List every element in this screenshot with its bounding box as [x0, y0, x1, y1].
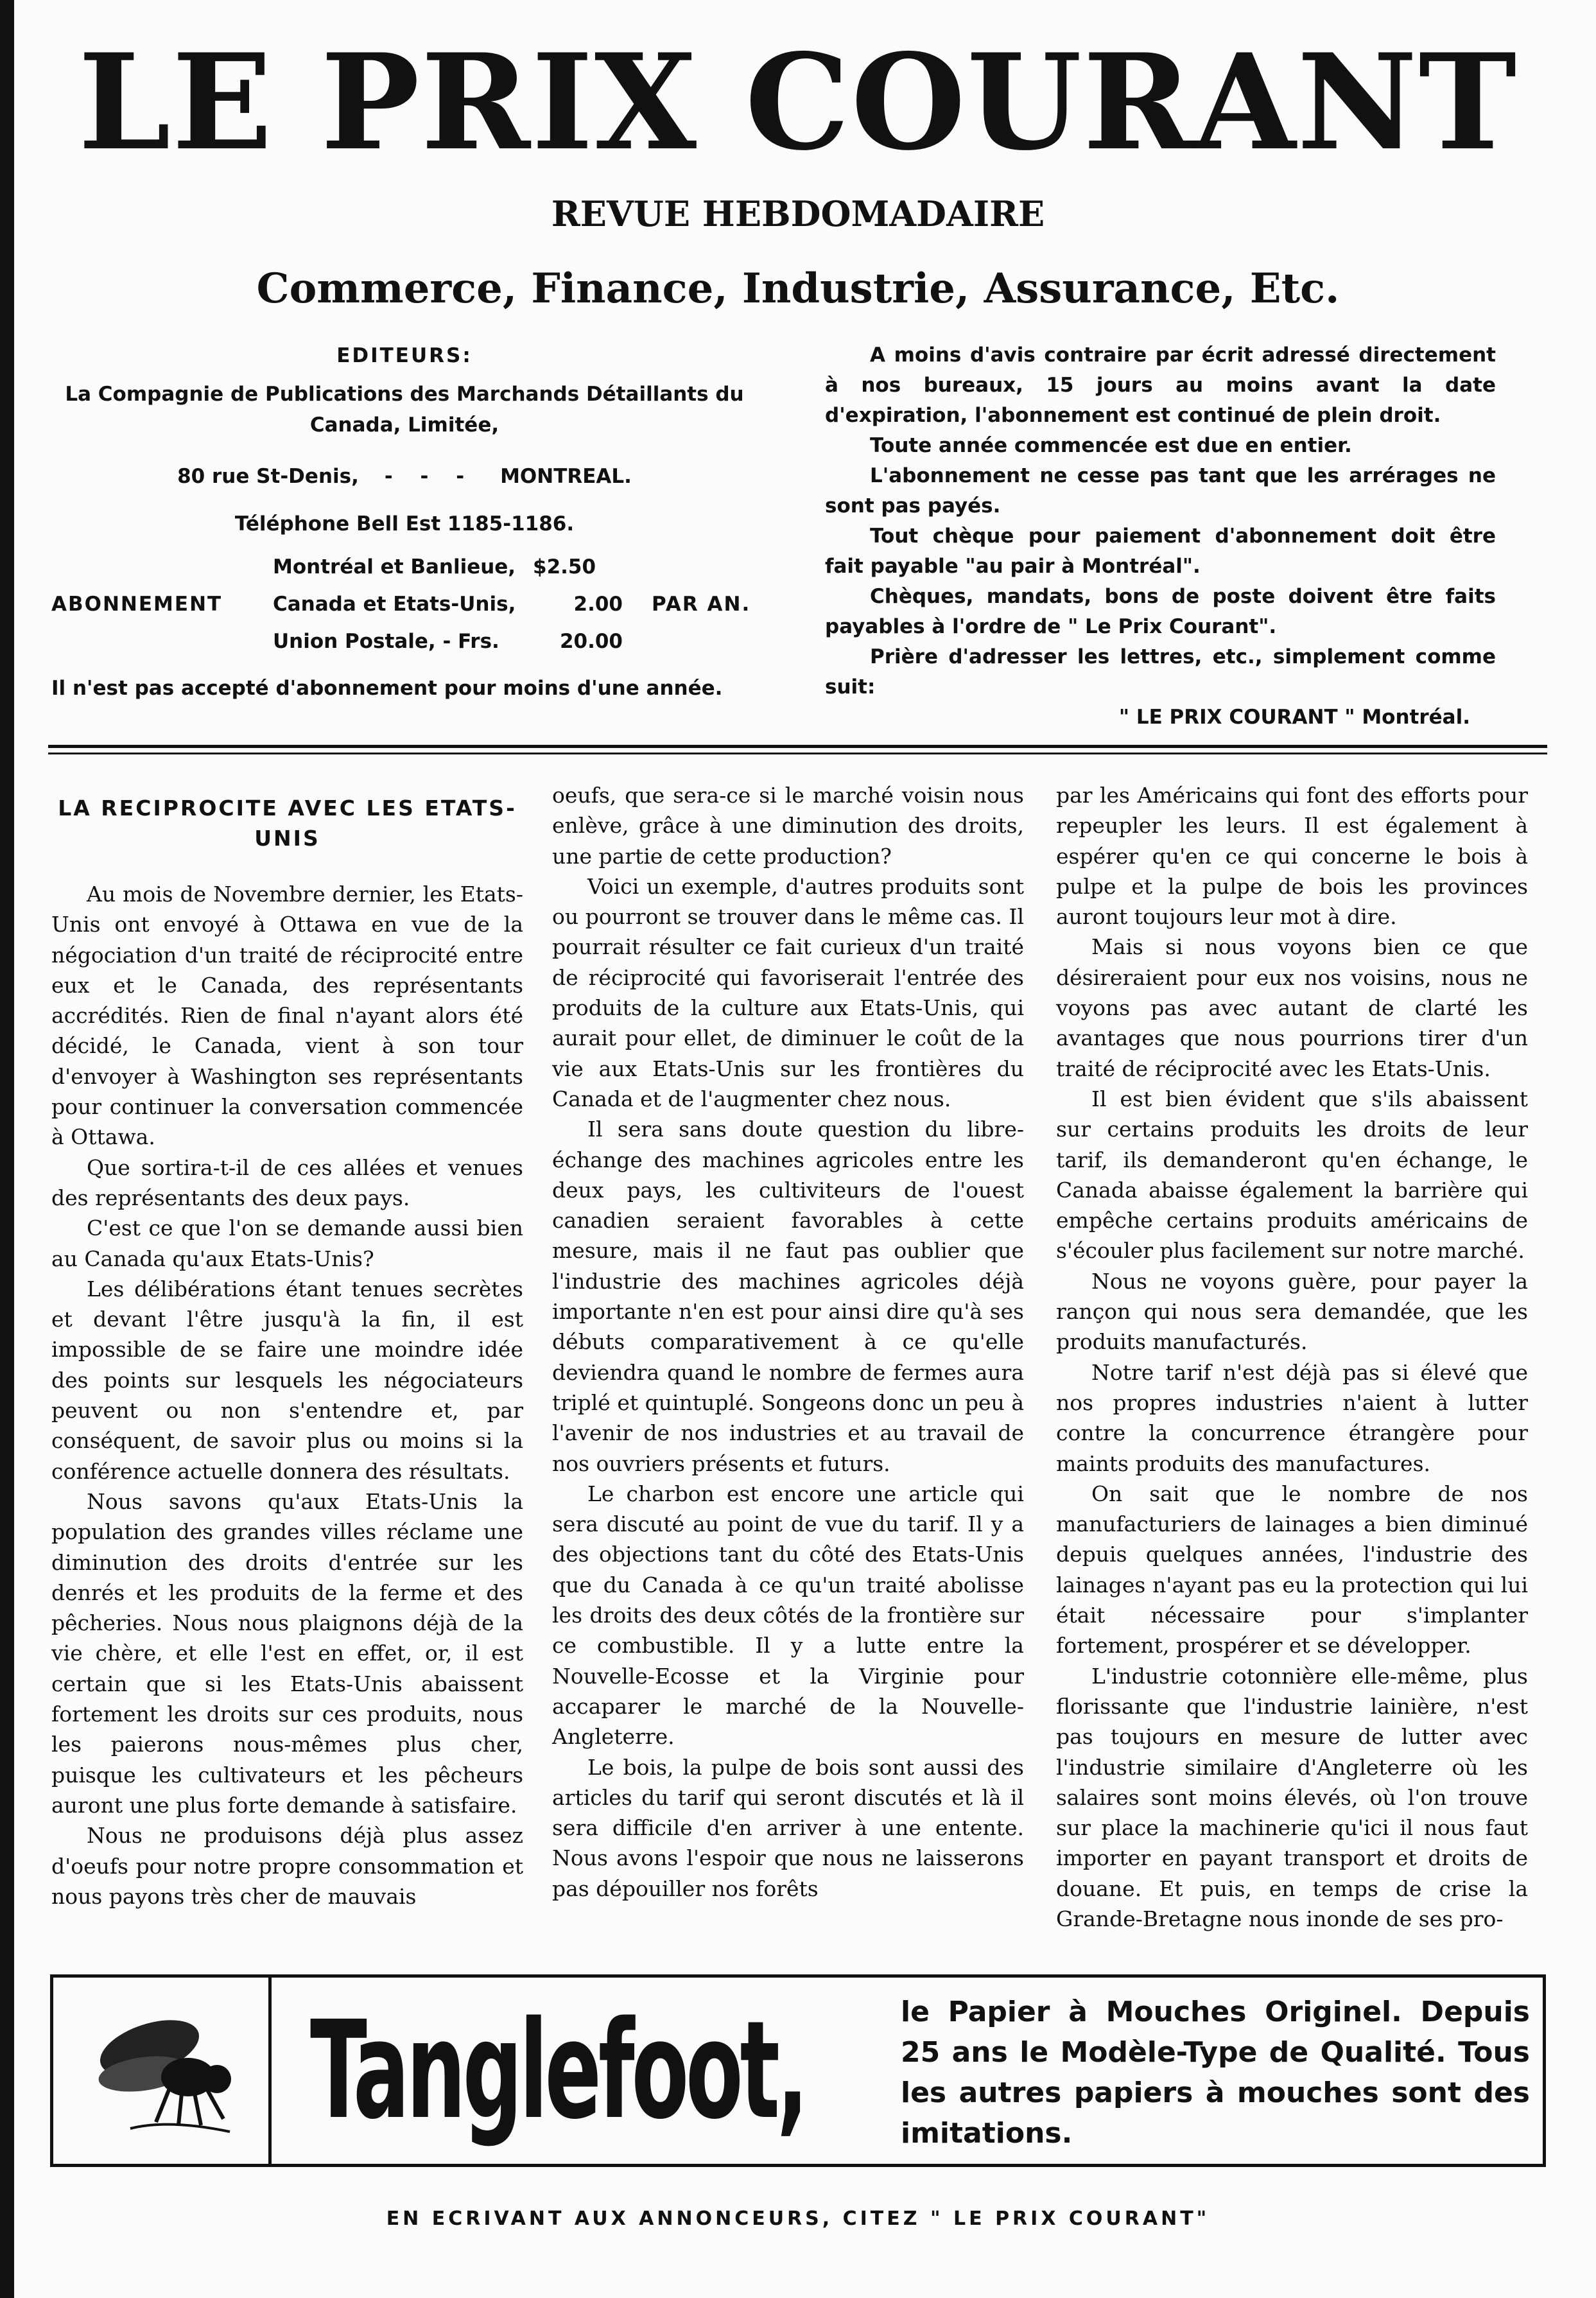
- article-paragraph: L'industrie cotonnière elle-même, plus florissante que l'industrie lainière, n'est pas toujours en mesure de lutter avec l'industrie similaire d'Angleterre où les salaires sont moins élevés, où l'on trouve sur place la machinerie qu'ici il nous faut importer en payant transport et droits de douane. Et puis, en temps de crise la Grande-Bretagne nous inonde de ses pro-: [1056, 1663, 1528, 1931]
- article-columns: [51, 780, 1547, 1955]
- subscription-label: ABONNEMENT: [51, 593, 223, 616]
- divider-rule: [48, 745, 1547, 748]
- address-street: 80 rue St-Denis,: [177, 465, 359, 488]
- subscription-block: [51, 548, 758, 660]
- notice-paragraph: Prière d'adresser les lettres, etc., simplement comme suit:: [825, 645, 1496, 699]
- page-tagline: Commerce, Finance, Industrie, Assurance, Etc.: [256, 265, 1340, 313]
- article-column-2: [552, 780, 1024, 1904]
- address-dashes: - - -: [384, 465, 475, 488]
- article-paragraph: par les Américains qui font des efforts pour repeupler les leurs. Il est également à espérer qu'en ce qui concerne le bois à pulpe et la pulpe de bois les provinces auront toujours leur mot à dire.: [1056, 783, 1528, 930]
- notice-paragraph: L'abonnement ne cesse pas tant que les arrérages ne sont pas payés.: [825, 464, 1496, 518]
- article-paragraph: Mais si nous voyons bien ce que désireraient pour eux nos voisins, nous ne voyons pas avec autant de clarté les avantages que nous pourrions tirer d'un traité de réciprocité avec les Etats-Unis.: [1056, 934, 1528, 1081]
- notice-paragraph: A moins d'avis contraire par écrit adressé directement à nos bureaux, 15 jours au moins avant la date d'expiration, l'abonnement est continué de plein droit.: [825, 344, 1496, 427]
- fly-icon: [92, 2003, 239, 2138]
- page-subtitle: REVUE HEBDOMADAIRE: [551, 193, 1045, 234]
- article-paragraph: Nous savons qu'aux Etats-Unis la population des grandes villes réclame une diminution des droits d'entrée sur les denrés et les produits de la ferme et des pêcheries. Nous nous plaignons déjà de la vie chère, et elle l'est en effet, or, il est certain que si les Etats-Unis abaissent fortement les droits sur ces produits, nous les paierons nous-mêmes plus cher, puisque les cultivateurs et les pêcheurs auront une plus forte demande à satisfaire.: [51, 1488, 523, 1818]
- ad-description: le Papier à Mouches Originel. Depuis 25 ans le Modèle-Type de Qualité. Tous les autres papiers à mouches sont des imitations.: [901, 1996, 1530, 2150]
- publisher-phone: Téléphone Bell Est 1185-1186.: [234, 512, 575, 535]
- article-paragraph: Que sortira-t-il de ces allées et venues des représentants des deux pays.: [51, 1154, 523, 1210]
- rate-price: $2.50: [533, 555, 596, 579]
- article-paragraph: On sait que le nombre de nos manufacturiers de lainages a bien diminué depuis quelques années, l'industrie des lainages n'ayant pas eu la protection qui lui était nécessaire pour s'implanter fortement, prospérer et se développer.: [1056, 1481, 1528, 1658]
- subscription-period: PAR AN.: [652, 593, 751, 616]
- page-title: LE PRIX COURANT: [78, 26, 1518, 180]
- article-paragraph: Nous ne voyons guère, pour payer la rançon qui nous sera demandée, que les produits manufacturés.: [1056, 1268, 1528, 1355]
- rate-name: Canada et Etats-Unis,: [273, 593, 516, 616]
- notice-paragraph: Tout chèque pour paiement d'abonnement doit être fait payable "au pair à Montréal".: [825, 525, 1496, 578]
- article-column-1: [51, 780, 523, 1911]
- article-paragraph: Le bois, la pulpe de bois sont aussi des articles du tarif qui seront discutés et là il sera difficile d'en arriver à une entente. Nous avons l'espoir que nous ne laisserons pas dépouiller nos forêts: [552, 1754, 1024, 1901]
- subscription-minimum-note: Il n'est pas accepté d'abonnement pour moins d'une année.: [51, 677, 723, 700]
- article-paragraph: Nous ne produisons déjà plus assez d'oeufs pour notre propre consommation et nous payons très cher de mauvais: [51, 1823, 523, 1909]
- article-paragraph: Le charbon est encore une article qui sera discuté au point de vue du tarif. Il y a des objections tant du côté des Etats-Unis que du Canada à ce qu'un traité abolisse les droits des deux côtés de la frontière sur ce combustible. Il y a lutte entre la Nouvelle-Ecosse et la Virginie pour accaparer le marché de la Nouvelle-Angleterre.: [552, 1481, 1024, 1750]
- rate-row: [273, 623, 623, 660]
- rate-name: Montréal et Banlieue,: [273, 555, 516, 579]
- ad-divider: [268, 1978, 272, 2164]
- rate-price: 2.00: [573, 593, 623, 616]
- article-paragraph: Au mois de Novembre dernier, les Etats-Unis ont envoyé à Ottawa en vue de la négociation d'un traité de réciprocité entre eux et le Canada, des représentants accrédités. Rien de final n'ayant alors été décidé, le Canada, vient à son tour d'envoyer à Washington ses représentants pour continuer la conversation commencée à Ottawa.: [51, 882, 523, 1150]
- rate-price: 20.00: [559, 630, 623, 653]
- notice-paragraph: Chèques, mandats, bons de poste doivent être faits payables à l'ordre de " Le Prix Courant".: [825, 585, 1496, 638]
- footer-note: EN ECRIVANT AUX ANNONCEURS, CITEZ " LE PRIX COURANT": [386, 2207, 1210, 2230]
- ad-brand-name: Tanglefoot,: [310, 1992, 806, 2149]
- notice-address: " LE PRIX COURANT " Montréal.: [1118, 706, 1470, 729]
- publisher-info: [51, 340, 758, 704]
- rate-row: [273, 586, 623, 623]
- publisher-company: La Compagnie de Publications des Marchands Détaillants du Canada, Limitée,: [65, 383, 744, 437]
- article-paragraph: Notre tarif n'est déjà pas si élevé que nos propres industries n'aient à lutter contre la concurrence étrangère pour maints produits des manufactures.: [1056, 1359, 1528, 1476]
- article-paragraph: Il est bien évident que s'ils abaissent sur certains produits les droits de leur tarif, ils demanderont qu'en échange, le Canada abaisse également la barrière qui empêche certains produits américains de s'écouler plus facilement sur notre marché.: [1056, 1086, 1528, 1264]
- divider-rule: [48, 753, 1547, 754]
- article-paragraph: oeufs, que sera-ce si le marché voisin nous enlève, grâce à une diminution des droits, une partie de cette production?: [552, 783, 1024, 869]
- publisher-heading: EDITEURS:: [336, 344, 473, 367]
- article-paragraph: Voici un exemple, d'autres produits sont ou pourront se trouver dans le même cas. Il pourrait résulter ce fait curieux d'un traité de réciprocité qui favoriserait l'entrée des produits de la culture aux Etats-Unis, qui aurait pour ellet, de diminuer le coût de la vie aux Etats-Unis sur les frontières du Canada et de l'augmenter chez nous.: [552, 873, 1024, 1111]
- publisher-address: [51, 461, 758, 492]
- notice-paragraph: Toute année commencée est due en entier.: [870, 434, 1352, 457]
- article-paragraph: C'est ce que l'on se demande aussi bien au Canada qu'aux Etats-Unis?: [51, 1215, 523, 1271]
- article-column-3: [1056, 780, 1528, 1934]
- article-paragraph: Les délibérations étant tenues secrètes et devant l'être jusqu'à la fin, il est impossible de se faire une moindre idée des points sur lesquels les négociateurs peuvent ou non s'entendre et, par conséquent, de savoir plus ou moins si la conférence actuelle donnera des résultats.: [51, 1276, 523, 1484]
- masthead: [0, 26, 1596, 316]
- rate-name: Union Postale, - Frs.: [273, 630, 499, 653]
- subscription-notice: [825, 340, 1496, 733]
- rate-row: [273, 548, 623, 586]
- binding-edge: [0, 0, 14, 2298]
- address-city: MONTREAL.: [500, 465, 632, 488]
- article-paragraph: Il sera sans doute question du libre-échange des machines agricoles entre les deux pays, les cultiviteurs de l'ouest canadien seraient favorables à cette mesure, mais il ne faut pas oublier que l'industrie des machines agricoles déjà importante n'en est pour ainsi dire qu'à ses débuts comparativement à ce qu'elle deviendra quand le nombre de fermes aura triplé et quintuplé. Songeons donc un peu à l'avenir de nos industries et au travail de nos ouvriers présents et futurs.: [552, 1117, 1024, 1476]
- subscription-rates: [273, 548, 623, 660]
- tanglefoot-advertisement: [50, 1974, 1546, 2167]
- article-heading: LA RECIPROCITE AVEC LES ETATS-UNIS: [58, 796, 517, 851]
